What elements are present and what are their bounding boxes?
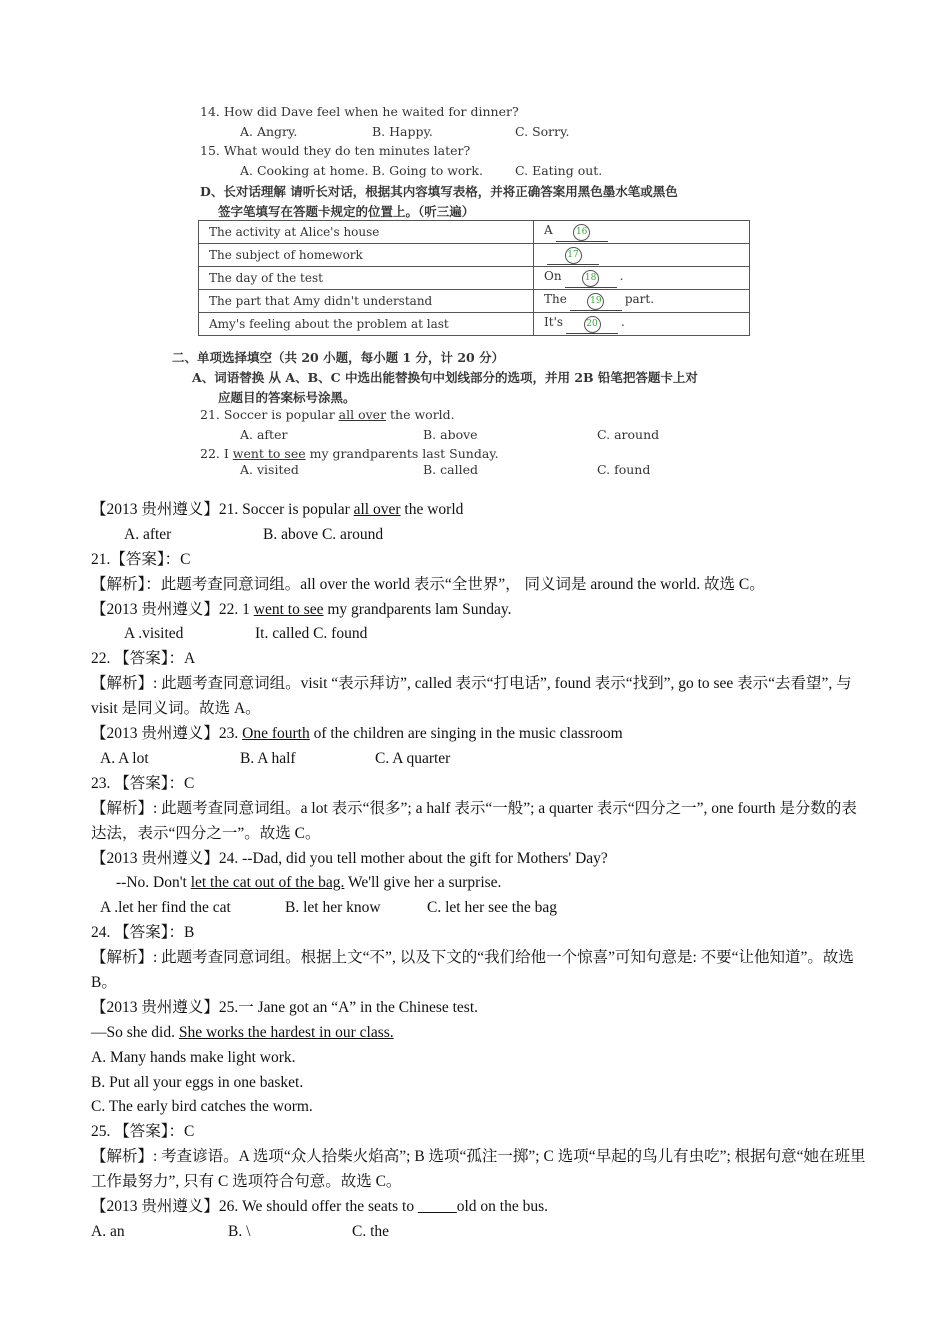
listening-table bbox=[198, 220, 750, 336]
table-cell-answer: 17 bbox=[534, 244, 750, 267]
question-24-line: 【2013 贵州遵义】24. --Dad, did you tell mother about the gift for Mothers' Day? bbox=[91, 849, 608, 867]
table-row bbox=[199, 244, 750, 267]
answer-23: 23. 【答案】：C bbox=[91, 774, 195, 792]
table-cell-answer: The 19 part. bbox=[534, 290, 750, 313]
question-23-options: A. A lot B. A half C. A quarter bbox=[100, 749, 451, 767]
analysis-22: 【解析】: 此题考查同意词组。visit “表示拜访”, called 表示“打电话”, found 表示“找到”, go to see 表示“去看望”, 与 visit 是同义词。故选 A。 bbox=[91, 675, 852, 718]
analysis-21: 【解析】：此题考查同意词组。all over the world 表示“全世界”， 同义词是 around the world. 故选 C。 bbox=[91, 575, 765, 593]
table-cell-label: Amy's feeling about the problem at last bbox=[199, 313, 534, 336]
table-cell-answer: It's 20 . bbox=[534, 313, 750, 336]
question-25-option-c: C. The early bird catches the worm. bbox=[91, 1098, 313, 1116]
section-d-instructions-2: 签字笔填写在答题卡规定的位置上。（听三遍） bbox=[218, 204, 475, 219]
q21-option-c: C. around bbox=[597, 427, 660, 442]
table-row bbox=[199, 290, 750, 313]
question-22: 22. I went to see my grandparents last Sunday. bbox=[200, 446, 499, 461]
scanned-exam-image bbox=[172, 98, 760, 484]
table-cell-answer: On 18 . bbox=[534, 267, 750, 290]
document-body bbox=[91, 498, 871, 1245]
question-23-line: 【2013 贵州遵义】23. One fourth of the children are singing in the music classroom bbox=[91, 725, 623, 743]
q14-option-a: A. Angry. bbox=[240, 124, 298, 139]
question-24-reply: --No. Don't let the cat out of the bag. We'll give her a surprise. bbox=[116, 874, 502, 892]
q22-option-b: B. called bbox=[423, 462, 478, 477]
table-row bbox=[199, 313, 750, 336]
question-21: 21. Soccer is popular all over the world. bbox=[200, 407, 455, 422]
analysis-23: 【解析】: 此题考查同意词组。a lot 表示“很多”; a half 表示“一般”; a quarter 表示“四分之一”, one fourth 是分数的表达法，表示“四分之一”。故选 C。 bbox=[91, 799, 857, 842]
analysis-25: 【解析】: 考查谚语。A 选项“众人拾柴火焰高”; B 选项“孤注一掷”; C 选项“早起的鸟儿有虫吃”; 根据句意“她在班里工作最努力”, 只有 C 选项符合句意。故选 C。 bbox=[91, 1148, 866, 1191]
question-21-line: 【2013 贵州遵义】21. Soccer is popular all over the world bbox=[91, 501, 464, 518]
analysis-24: 【解析】: 此题考查同意词组。根据上文“不”, 以及下文的“我们给他一个惊喜”可知句意是: 不要“让他知道”。故选 B。 bbox=[91, 949, 854, 991]
question-22-options: A .visited It. called C. found bbox=[124, 625, 368, 643]
table-cell-answer: A 16 bbox=[534, 221, 750, 244]
q15-option-a: A. Cooking at home. bbox=[240, 163, 369, 178]
table-cell-label: The part that Amy didn't understand bbox=[199, 290, 534, 313]
section-a-instructions: A、词语替换 从 A、B、C 中选出能替换句中划线部分的选项，并用 2B 铅笔把答题卡上对 bbox=[192, 370, 698, 385]
question-26-options: A. an B. \ C. the bbox=[91, 1222, 390, 1240]
question-25-line: 【2013 贵州遵义】25.一 Jane got an “A” in the Chinese test. bbox=[91, 998, 479, 1016]
q14-option-b: B. Happy. bbox=[372, 124, 433, 139]
q15-option-b: B. Going to work. bbox=[372, 163, 483, 178]
answer-21: 21.【答案】：C bbox=[91, 550, 191, 568]
table-row bbox=[199, 221, 750, 244]
section-a-instructions-2: 应题目的答案标号涂黑。 bbox=[218, 390, 356, 405]
section-d-instructions: D、长对话理解 请听长对话，根据其内容填写表格，并将正确答案用黑色墨水笔或黑色 bbox=[200, 184, 678, 199]
answer-22: 22. 【答案】：A bbox=[91, 650, 196, 668]
table-cell-label: The day of the test bbox=[199, 267, 534, 290]
question-25-reply: —So she did. She works the hardest in our class. bbox=[91, 1023, 394, 1041]
q15-option-c: C. Eating out. bbox=[515, 163, 603, 178]
question-22-line: 【2013 贵州遵义】22. 1 went to see my grandparents lam Sunday. bbox=[91, 600, 512, 618]
q21-option-b: B. above bbox=[423, 427, 478, 442]
question-24-options: A .let her find the cat B. let her know C. let her see the bag bbox=[100, 899, 557, 917]
q21-option-a: A. after bbox=[240, 427, 288, 442]
table-cell-label: The subject of homework bbox=[199, 244, 534, 267]
question-14: 14. How did Dave feel when he waited for dinner? bbox=[200, 104, 519, 119]
answer-25: 25. 【答案】：C bbox=[91, 1123, 195, 1141]
question-25-option-b: B. Put all your eggs in one basket. bbox=[91, 1073, 304, 1091]
question-26-line: 【2013 贵州遵义】26. We should offer the seats to _____old on the bus. bbox=[91, 1198, 548, 1216]
q22-option-a: A. visited bbox=[240, 462, 299, 477]
question-25-option-a: A. Many hands make light work. bbox=[91, 1048, 296, 1066]
table-cell-label: The activity at Alice's house bbox=[199, 221, 534, 244]
q14-option-c: C. Sorry. bbox=[515, 124, 570, 139]
question-15: 15. What would they do ten minutes later? bbox=[200, 143, 471, 158]
answer-24: 24. 【答案】：B bbox=[91, 924, 195, 942]
question-21-options: A. after B. above C. around bbox=[124, 525, 384, 543]
q22-option-c: C. found bbox=[597, 462, 651, 477]
table-row bbox=[199, 267, 750, 290]
section-2-heading: 二、单项选择填空（共 20 小题，每小题 1 分，计 20 分） bbox=[172, 350, 505, 365]
